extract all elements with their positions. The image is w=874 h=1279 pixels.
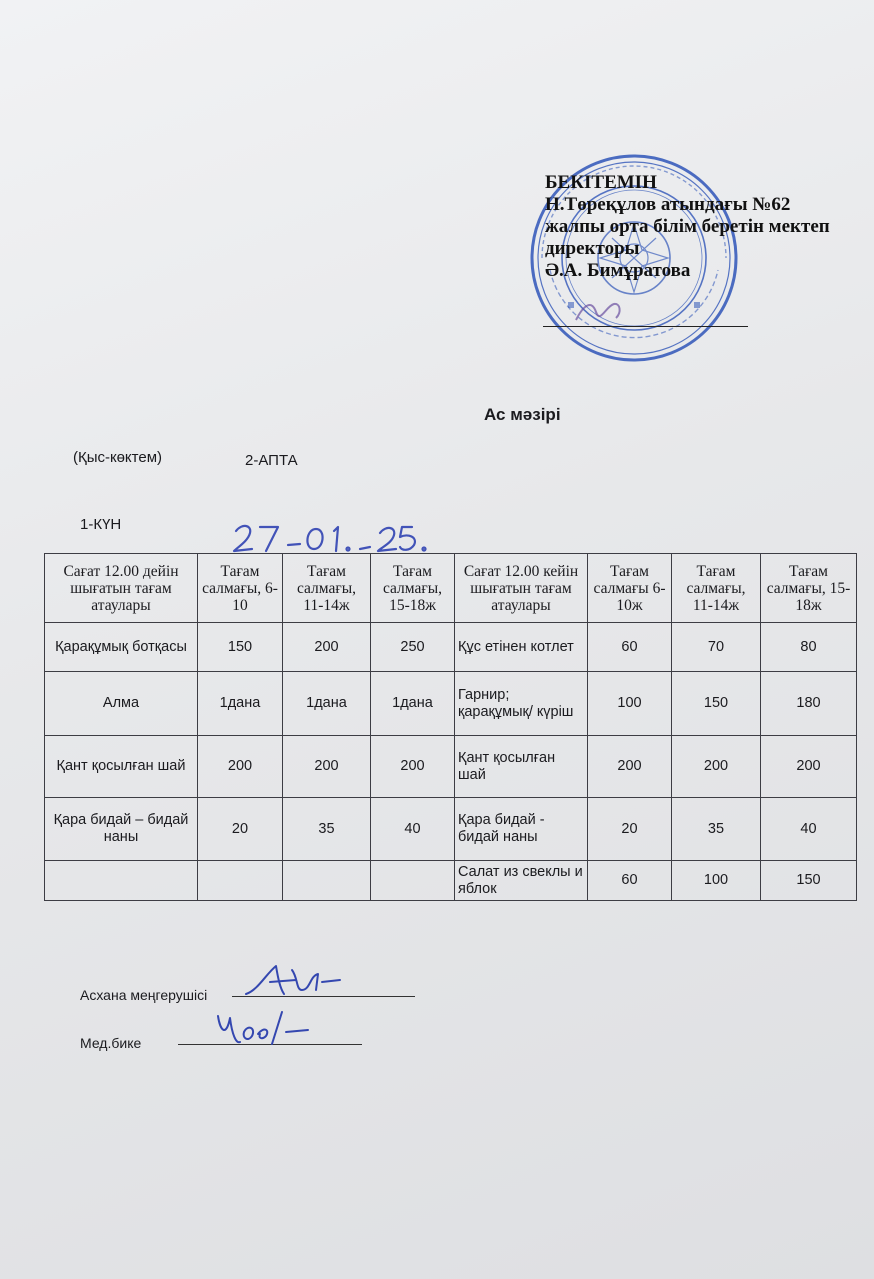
table-cell: 200 <box>371 736 455 798</box>
table-cell: 20 <box>198 798 283 861</box>
header-weight-15-18-after: Тағам салмағы, 15-18ж <box>761 554 857 623</box>
table-cell: Қара бидай - бидай наны <box>455 798 588 861</box>
approval-school-line: Н.Төреқұлов атындағы №62 <box>545 194 791 215</box>
kitchen-head-signature <box>240 960 350 1000</box>
table-cell: 200 <box>198 736 283 798</box>
table-cell: 100 <box>672 861 761 901</box>
table-cell: Қант қосылған шай <box>45 736 198 798</box>
table-cell <box>198 861 283 901</box>
header-weight-15-18: Тағам салмағы, 15-18ж <box>371 554 455 623</box>
table-cell: 40 <box>371 798 455 861</box>
table-cell <box>283 861 371 901</box>
table-cell: Қант қосылған шай <box>455 736 588 798</box>
table-cell: 200 <box>761 736 857 798</box>
table-cell: 100 <box>588 672 672 736</box>
kitchen-head-label: Асхана меңгерушісі <box>80 987 208 1003</box>
table-cell: 200 <box>283 736 371 798</box>
day-label: 1-КҮН <box>80 516 122 533</box>
table-cell: 35 <box>283 798 371 861</box>
header-before-noon: Сағат 12.00 дейін шығатын тағам атаулары <box>45 554 198 623</box>
table-header-row <box>45 554 857 623</box>
menu-table <box>44 553 857 901</box>
table-cell: 250 <box>371 623 455 672</box>
table-cell: 40 <box>761 798 857 861</box>
nurse-signature <box>212 1008 312 1050</box>
table-cell: 150 <box>761 861 857 901</box>
table-cell: 200 <box>672 736 761 798</box>
table-cell: 150 <box>198 623 283 672</box>
week-label: 2-АПТА <box>245 452 298 469</box>
table-cell: 60 <box>588 861 672 901</box>
table-cell: Қарақұмық ботқасы <box>45 623 198 672</box>
table-cell: Алма <box>45 672 198 736</box>
table-cell: 180 <box>761 672 857 736</box>
table-cell: 200 <box>588 736 672 798</box>
table-cell: 60 <box>588 623 672 672</box>
table-row <box>45 736 857 798</box>
table-cell: 150 <box>672 672 761 736</box>
table-cell: 1дана <box>371 672 455 736</box>
header-weight-11-14-after: Тағам салмағы, 11-14ж <box>672 554 761 623</box>
table-cell: Салат из свеклы и яблок <box>455 861 588 901</box>
table-cell: 1дана <box>283 672 371 736</box>
approval-signature-line <box>543 326 748 327</box>
nurse-label: Мед.бике <box>80 1035 142 1051</box>
menu-title: Ас мәзірі <box>484 405 561 424</box>
table-row <box>45 861 857 901</box>
table-cell: 70 <box>672 623 761 672</box>
table-cell: 80 <box>761 623 857 672</box>
table-cell <box>45 861 198 901</box>
table-row <box>45 798 857 861</box>
table-row <box>45 623 857 672</box>
table-cell: 20 <box>588 798 672 861</box>
header-after-noon: Сағат 12.00 кейін шығатын тағам атаулары <box>455 554 588 623</box>
table-cell <box>371 861 455 901</box>
director-signature <box>570 294 630 328</box>
table-cell: 1дана <box>198 672 283 736</box>
approval-position: директоры <box>545 238 640 259</box>
table-cell: 35 <box>672 798 761 861</box>
season-label: (Қыс-көктем) <box>73 449 162 466</box>
table-cell: Құс етінен котлет <box>455 623 588 672</box>
approval-heading: БЕКІТЕМІН <box>545 172 657 193</box>
table-row <box>45 672 857 736</box>
table-cell: 200 <box>283 623 371 672</box>
header-weight-6-10-after: Тағам салмағы 6-10ж <box>588 554 672 623</box>
approval-school-type: жалпы орта білім беретін мектеп <box>545 216 830 237</box>
table-cell: Гарнир; қарақұмық/ күріш <box>455 672 588 736</box>
approval-block <box>545 172 830 282</box>
approval-director-name: Ә.А. Бимұратова <box>545 260 691 281</box>
table-cell: Қара бидай – бидай наны <box>45 798 198 861</box>
header-weight-6-10: Тағам салмағы, 6-10 <box>198 554 283 623</box>
header-weight-11-14: Тағам салмағы, 11-14ж <box>283 554 371 623</box>
